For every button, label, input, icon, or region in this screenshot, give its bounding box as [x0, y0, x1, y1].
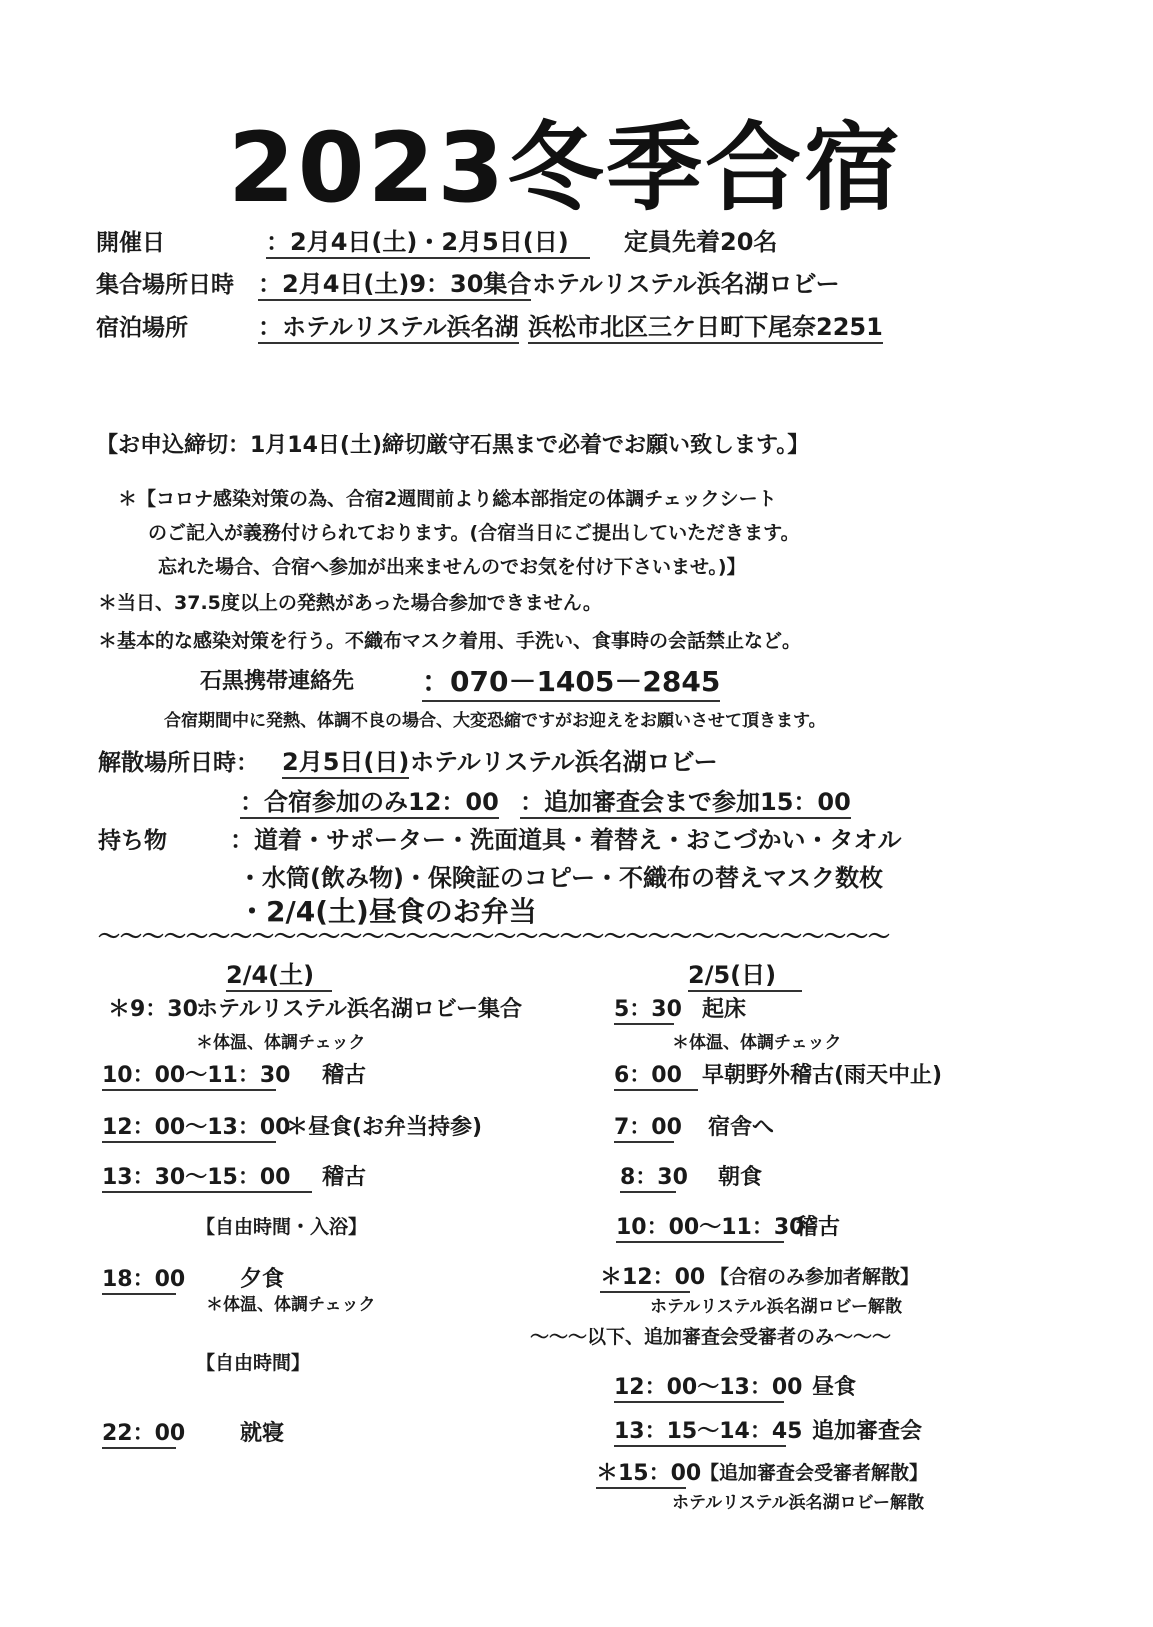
dismissal-with-exam: ：追加審査会まで参加15：00 — [520, 782, 851, 819]
day2-s4-time: 8：30 — [620, 1160, 676, 1193]
day1-s2-time: 10：00～11：30 — [102, 1058, 276, 1091]
day2-s1-text: 起床 — [702, 997, 747, 1022]
day1-s3-time: 12：00～13：00 — [102, 1110, 276, 1143]
contact-phone: ：070－1405－2845 — [422, 660, 720, 702]
day2-header: 2/5(日) — [688, 955, 802, 992]
day1-free-time: 【自由時間】 — [196, 1352, 311, 1374]
day2-s7-text: 昼食 — [812, 1375, 857, 1400]
contact-note: 合宿期間中に発熱、体調不良の場合、大変恐縮ですがお迎えをお願いさせて頂きます。 — [164, 711, 826, 731]
page-title: 2023冬季合宿 — [228, 112, 904, 224]
day2-s8-text: 追加審査会 — [812, 1419, 923, 1444]
contact-label: 石黒携帯連絡先 — [200, 669, 355, 694]
day1-s1-note: ＊体温、体調チェック — [196, 1033, 366, 1053]
day2-s6-note: ホテルリステル浜名湖ロビー解散 — [650, 1297, 902, 1317]
meeting-value: ：2月4日(土)9：30集合 — [258, 264, 531, 301]
day1-s5-text: 夕食 — [240, 1267, 285, 1292]
day2-s3-text: 宿舎へ — [708, 1115, 775, 1140]
belongings-label: 持ち物 — [98, 828, 167, 854]
dismissal-label: 解散場所日時： — [98, 750, 259, 776]
day2-s7-time: 12：00～13：00 — [614, 1370, 784, 1403]
day1-s4-time: 13：30～15：00 — [102, 1160, 312, 1193]
day2-s9-note: ホテルリステル浜名湖ロビー解散 — [672, 1493, 924, 1513]
day1-s6-time: 22：00 — [102, 1416, 176, 1449]
lodging-label: 宿泊場所 — [96, 315, 188, 341]
day1-s5-time: 18：00 — [102, 1262, 176, 1295]
day2-s9-time: ＊15：00 — [596, 1456, 686, 1489]
day1-header: 2/4(土) — [226, 955, 332, 992]
day2-s8-time: 13：15～14：45 — [614, 1414, 786, 1447]
day1-s2-text: 稽古 — [322, 1063, 367, 1088]
day2-s3-time: 7：00 — [614, 1110, 674, 1143]
dates-label: 開催日 — [96, 230, 165, 256]
day1-free-time-bath: 【自由時間・入浴】 — [196, 1216, 368, 1238]
day1-s5-note: ＊体温、体調チェック — [206, 1295, 376, 1315]
day2-s6-text: 【合宿のみ参加者解散】 — [710, 1266, 920, 1288]
day1-s6-text: 就寝 — [240, 1421, 285, 1446]
day2-s9-text: 【追加審査会受審者解散】 — [700, 1462, 929, 1484]
capacity: 定員先着20名 — [624, 228, 778, 256]
covid-note-line3: 忘れた場合、合宿へ参加が出来ませんのでお気を付け下さいませ。)】 — [158, 556, 746, 578]
deadline-notice: 【お申込締切：1月14日(土)締切厳守石黒まで必着でお願い致します。】 — [96, 433, 810, 458]
day2-s4-text: 朝食 — [718, 1165, 763, 1190]
basic-measures-note: ＊基本的な感染対策を行う。不織布マスク着用、手洗い、食事時の会話禁止など。 — [98, 630, 802, 652]
fever-note: ＊当日、37.5度以上の発熱があった場合参加できません。 — [98, 592, 602, 614]
covid-note-line2: のご記入が義務付けられております。(合宿当日にご提出していただきます。 — [148, 522, 800, 544]
day1-s3-text: ＊昼食(お弁当持参) — [286, 1115, 483, 1140]
meeting-place: ホテルリステル浜名湖ロビー — [532, 270, 840, 298]
section-divider: ～～～～～～～～～～～～～～～～～～～～～～～～～～～～～～～～～～～～ — [98, 925, 891, 950]
covid-note-line1: ＊【コロナ感染対策の為、合宿2週間前より総本部指定の体調チェックシート — [118, 488, 777, 510]
day1-s1-text: ホテルリステル浜名湖ロビー集合 — [196, 997, 523, 1022]
dismissal-date: 2月5日(日) — [282, 742, 409, 779]
dismissal-place: ホテルリステル浜名湖ロビー — [410, 748, 718, 776]
day2-s5-text: 稽古 — [796, 1215, 841, 1240]
day2-s5-time: 10：00～11：30 — [616, 1210, 784, 1243]
lodging-value: ：ホテルリステル浜名湖 — [258, 307, 519, 344]
day2-s1-note: ＊体温、体調チェック — [672, 1033, 842, 1053]
lodging-address: 浜松市北区三ケ日町下尾奈2251 — [528, 307, 883, 344]
day2-s2-text: 早朝野外稽古(雨天中止) — [702, 1063, 943, 1088]
belongings-line2: ・水筒(飲み物)・保険証のコピー・不織布の替えマスク数枚 — [238, 864, 883, 892]
day2-s1-time: 5：30 — [614, 992, 674, 1025]
dates-value: ：2月4日(土)・2月5日(日) — [266, 222, 590, 259]
day1-s1-time: ＊9：30 — [108, 997, 198, 1022]
meeting-label: 集合場所日時 — [96, 272, 234, 298]
day1-s4-text: 稽古 — [322, 1165, 367, 1190]
exam-divider: ～～～以下、追加審査会受審者のみ～～～ — [530, 1326, 892, 1348]
day2-s6-time: ＊12：00 — [600, 1260, 690, 1293]
dismissal-camp-only: ：合宿参加のみ12：00 — [240, 782, 499, 819]
belongings-line1: ：道着・サポーター・洗面道具・着替え・おこづかい・タオル — [230, 826, 902, 854]
day2-s2-time: 6：00 — [614, 1058, 698, 1091]
belongings-line3: ・2/4(土)昼食のお弁当 — [238, 895, 537, 928]
